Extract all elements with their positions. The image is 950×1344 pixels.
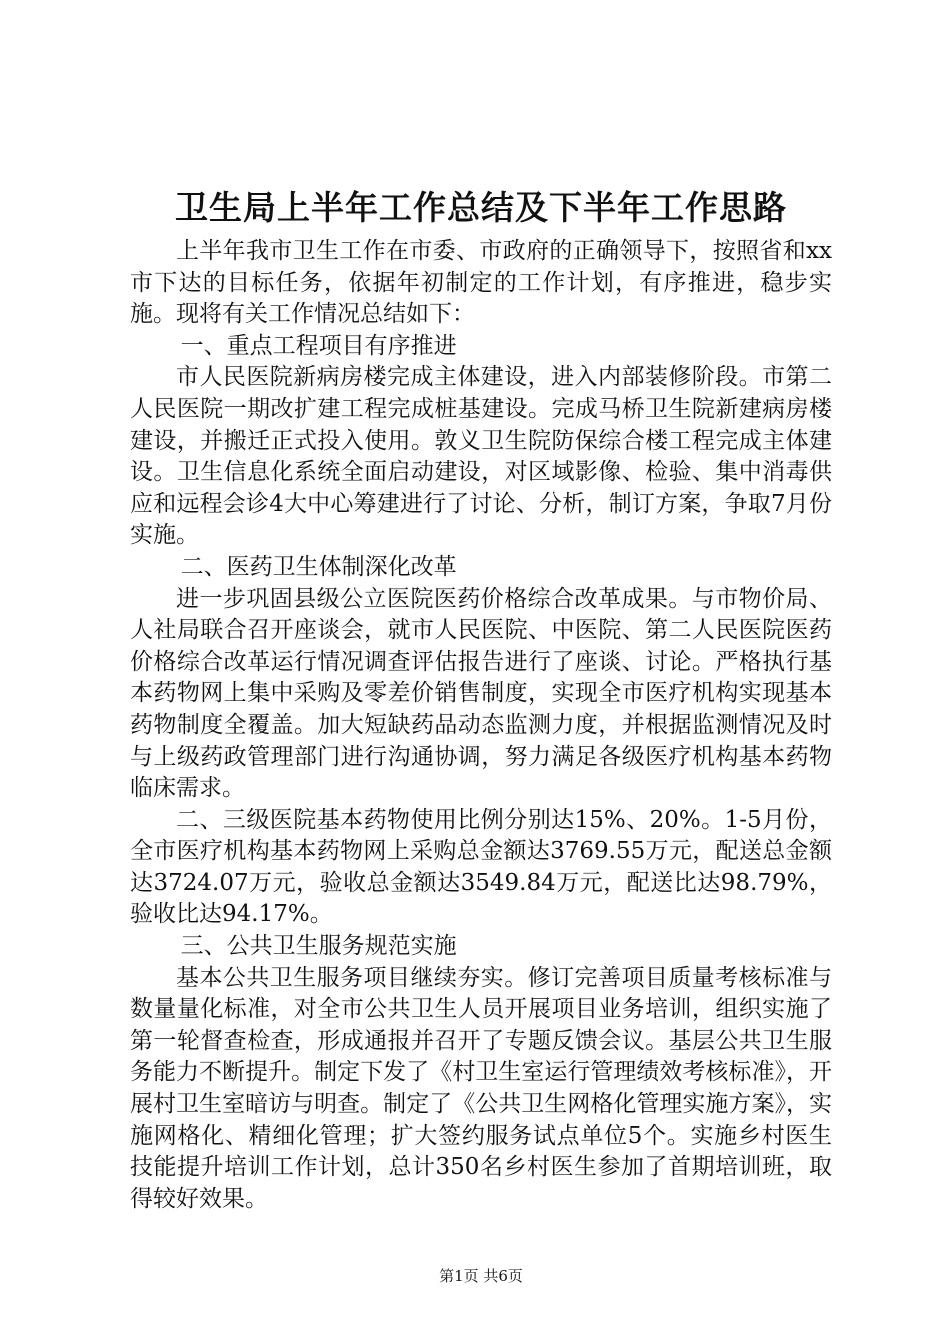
section-3-paragraph: 基本公共卫生服务项目继续夯实。修订完善项目质量考核标准与数量量化标准，对全市公共卫生人员开展项目业务培训，组织实施了第一轮督查检查，形成通报并召开了专题反馈会议。基层公共卫生服务能力不断提升。制定下发了《村卫生室运行管理绩效考核标准》，开展村卫生室暗访与明查。制定了《公共卫生网格化管理实施方案》，实施网格化、精细化管理；扩大签约服务试点单位5个。实施乡村医生技能提升培训工作计划，总计350名乡村医生参加了首期培训班，取得较好效果。 (130, 964, 832, 1212)
section-heading-3: 三、公共卫生服务规范实施 (180, 933, 457, 960)
page-number-footer: 第1页 共6页 (439, 1267, 523, 1285)
section-1-paragraph: 市人民医院新病房楼完成主体建设，进入内部装修阶段。市第二人民医院一期改扩建工程完成桩基建设。完成马桥卫生院新建病房楼建设，并搬迁正式投入使用。敦义卫生院防保综合楼工程完成主体建设。卫生信息化系统全面启动建设，对区域影像、检验、集中消毒供应和远程会诊4大中心筹建进行了讨论、分析，制订方案，争取7月份实施。 (130, 364, 832, 549)
document-title: 卫生局上半年工作总结及下半年工作思路 (175, 188, 787, 227)
section-2-statistics-paragraph: 二、三级医院基本药物使用比例分别达15%、20%。1-5月份，全市医疗机构基本药物网上采购总金额达3769.55万元，配送总金额达3724.07万元，验收总金额达3549.84万元，配送比达98.79%，验收比达94.17%。 (130, 806, 832, 928)
intro-paragraph: 上半年我市卫生工作在市委、市政府的正确领导下，按照省和xx市下达的目标任务，依据年初制定的工作计划，有序推进，稳步实施。现将有关工作情况总结如下： (130, 238, 832, 328)
section-heading-1: 一、重点工程项目有序推进 (180, 332, 457, 359)
section-heading-2: 二、医药卫生体制深化改革 (180, 553, 457, 580)
section-2-paragraph: 进一步巩固县级公立医院医药价格综合改革成果。与市物价局、人社局联合召开座谈会，就市人民医院、中医院、第二人民医院医药价格综合改革运行情况调查评估报告进行了座谈、讨论。严格执行基本药物网上集中采购及零差价销售制度，实现全市医疗机构实现基本药物制度全覆盖。加大短缺药品动态监测力度，并根据监测情况及时与上级药政管理部门进行沟通协调，努力满足各级医疗机构基本药物临床需求。 (130, 585, 832, 802)
document-page (130, 0, 832, 1344)
document-body (130, 236, 832, 1215)
